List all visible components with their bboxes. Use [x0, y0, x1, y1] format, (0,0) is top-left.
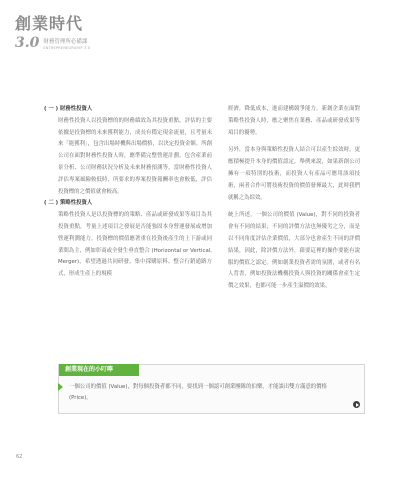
paragraph-valuation: 統上所述，一個公司的價值 (Value)，對不同的投資者會有不同的結果；不同的評價方法也無優劣之分，而是以不同角度評估企業價值，大部分也會產生不同的評價結果，因此，除評價方法外，藉要這裡的操作要能有說服的價值之認定。例如創業投資者需的氛圍，或者有名人背書，例如投資法機構投資人與投資的關係會產生定價之效果，也都可能一步產生溢價的效果。: [228, 212, 360, 290]
right-column: [228, 104, 360, 299]
masthead-subtitle: [43, 39, 90, 51]
paragraph-economies: 經濟，降低成本，進而建構競爭能力。新創企業在面對策略性投資人時，應之聚焦在業務、產品或研發成果等項目的優勢。: [228, 106, 360, 136]
play-arrow-icon: [353, 401, 360, 408]
arrow-pointer-icon: [58, 383, 63, 391]
tip-text: 一個公司的價值 (Value)，對每個投資者都不同，要找到一個認可創業團隊的伯樂，才能談出雙方滿意的價格 (Price)。: [69, 384, 327, 401]
tip-box: [58, 364, 365, 414]
magazine-title: 創業時代: [15, 14, 84, 33]
paragraph-synergy: 另外，當本身與策略性投資人結合可以產生綜效時，更應積極提升本身的價值認定，舉例來說，如果新創公司擁有一項特別的技術，而投資人有產品可應用該項技術，兩者合作可將技術投資的價值發揮最大，此時我們就稱之為綜效。: [228, 147, 360, 201]
masthead: [15, 14, 90, 51]
version-number: 3.0: [15, 35, 40, 51]
subtitle-english: ENTREPRENEURSHIP 3.0: [43, 46, 91, 50]
page-number: 62: [16, 454, 23, 460]
paragraph-strategic-investor: 策略性投資人是以投資標的的策略、產品或研發成果等項目為其投資重點，考量上述項目之發展是否能強固本身營運發展或增加營運利潤能力。投資標的價值應著重在投資後產生的上下游或同業間為主，例如彰商或全發生垂直整合 (Horizontal or Vertical, Merger)，希望透過共同研發、集中採購原料、整合行銷通路方式，形成生產上的規模: [58, 212, 212, 278]
paragraph-financial-investor: 財務性投資人以投資標的的財務績效為其投資重點，評估的主要依據是投資標的未來獲利能力，成長有穩定現金流量，且考量未來「能獲利」，包含出場時機與出場價格，以決定投資金額。所創公司在面對財務性投資人時，應準備完整營運計劃，包含產業前景分析、公司財務狀況分析及未來財務預測等，當財務性投資人評估專案風險較低時，所要求的專案投資報酬率也會較低，評估投資標的之價值就會較高。: [58, 117, 212, 195]
subtitle-chinese: 財務管理所必備課: [43, 39, 88, 45]
tip-label: 創業現在的小叮嚀: [59, 364, 139, 376]
section-heading-strategic-investor: ( 二 ) 策略性投資人: [44, 200, 93, 207]
left-column: [44, 104, 212, 281]
masthead-row: [15, 35, 90, 51]
section-heading-financial-investor: ( 一 ) 財務性投資人: [44, 106, 93, 112]
